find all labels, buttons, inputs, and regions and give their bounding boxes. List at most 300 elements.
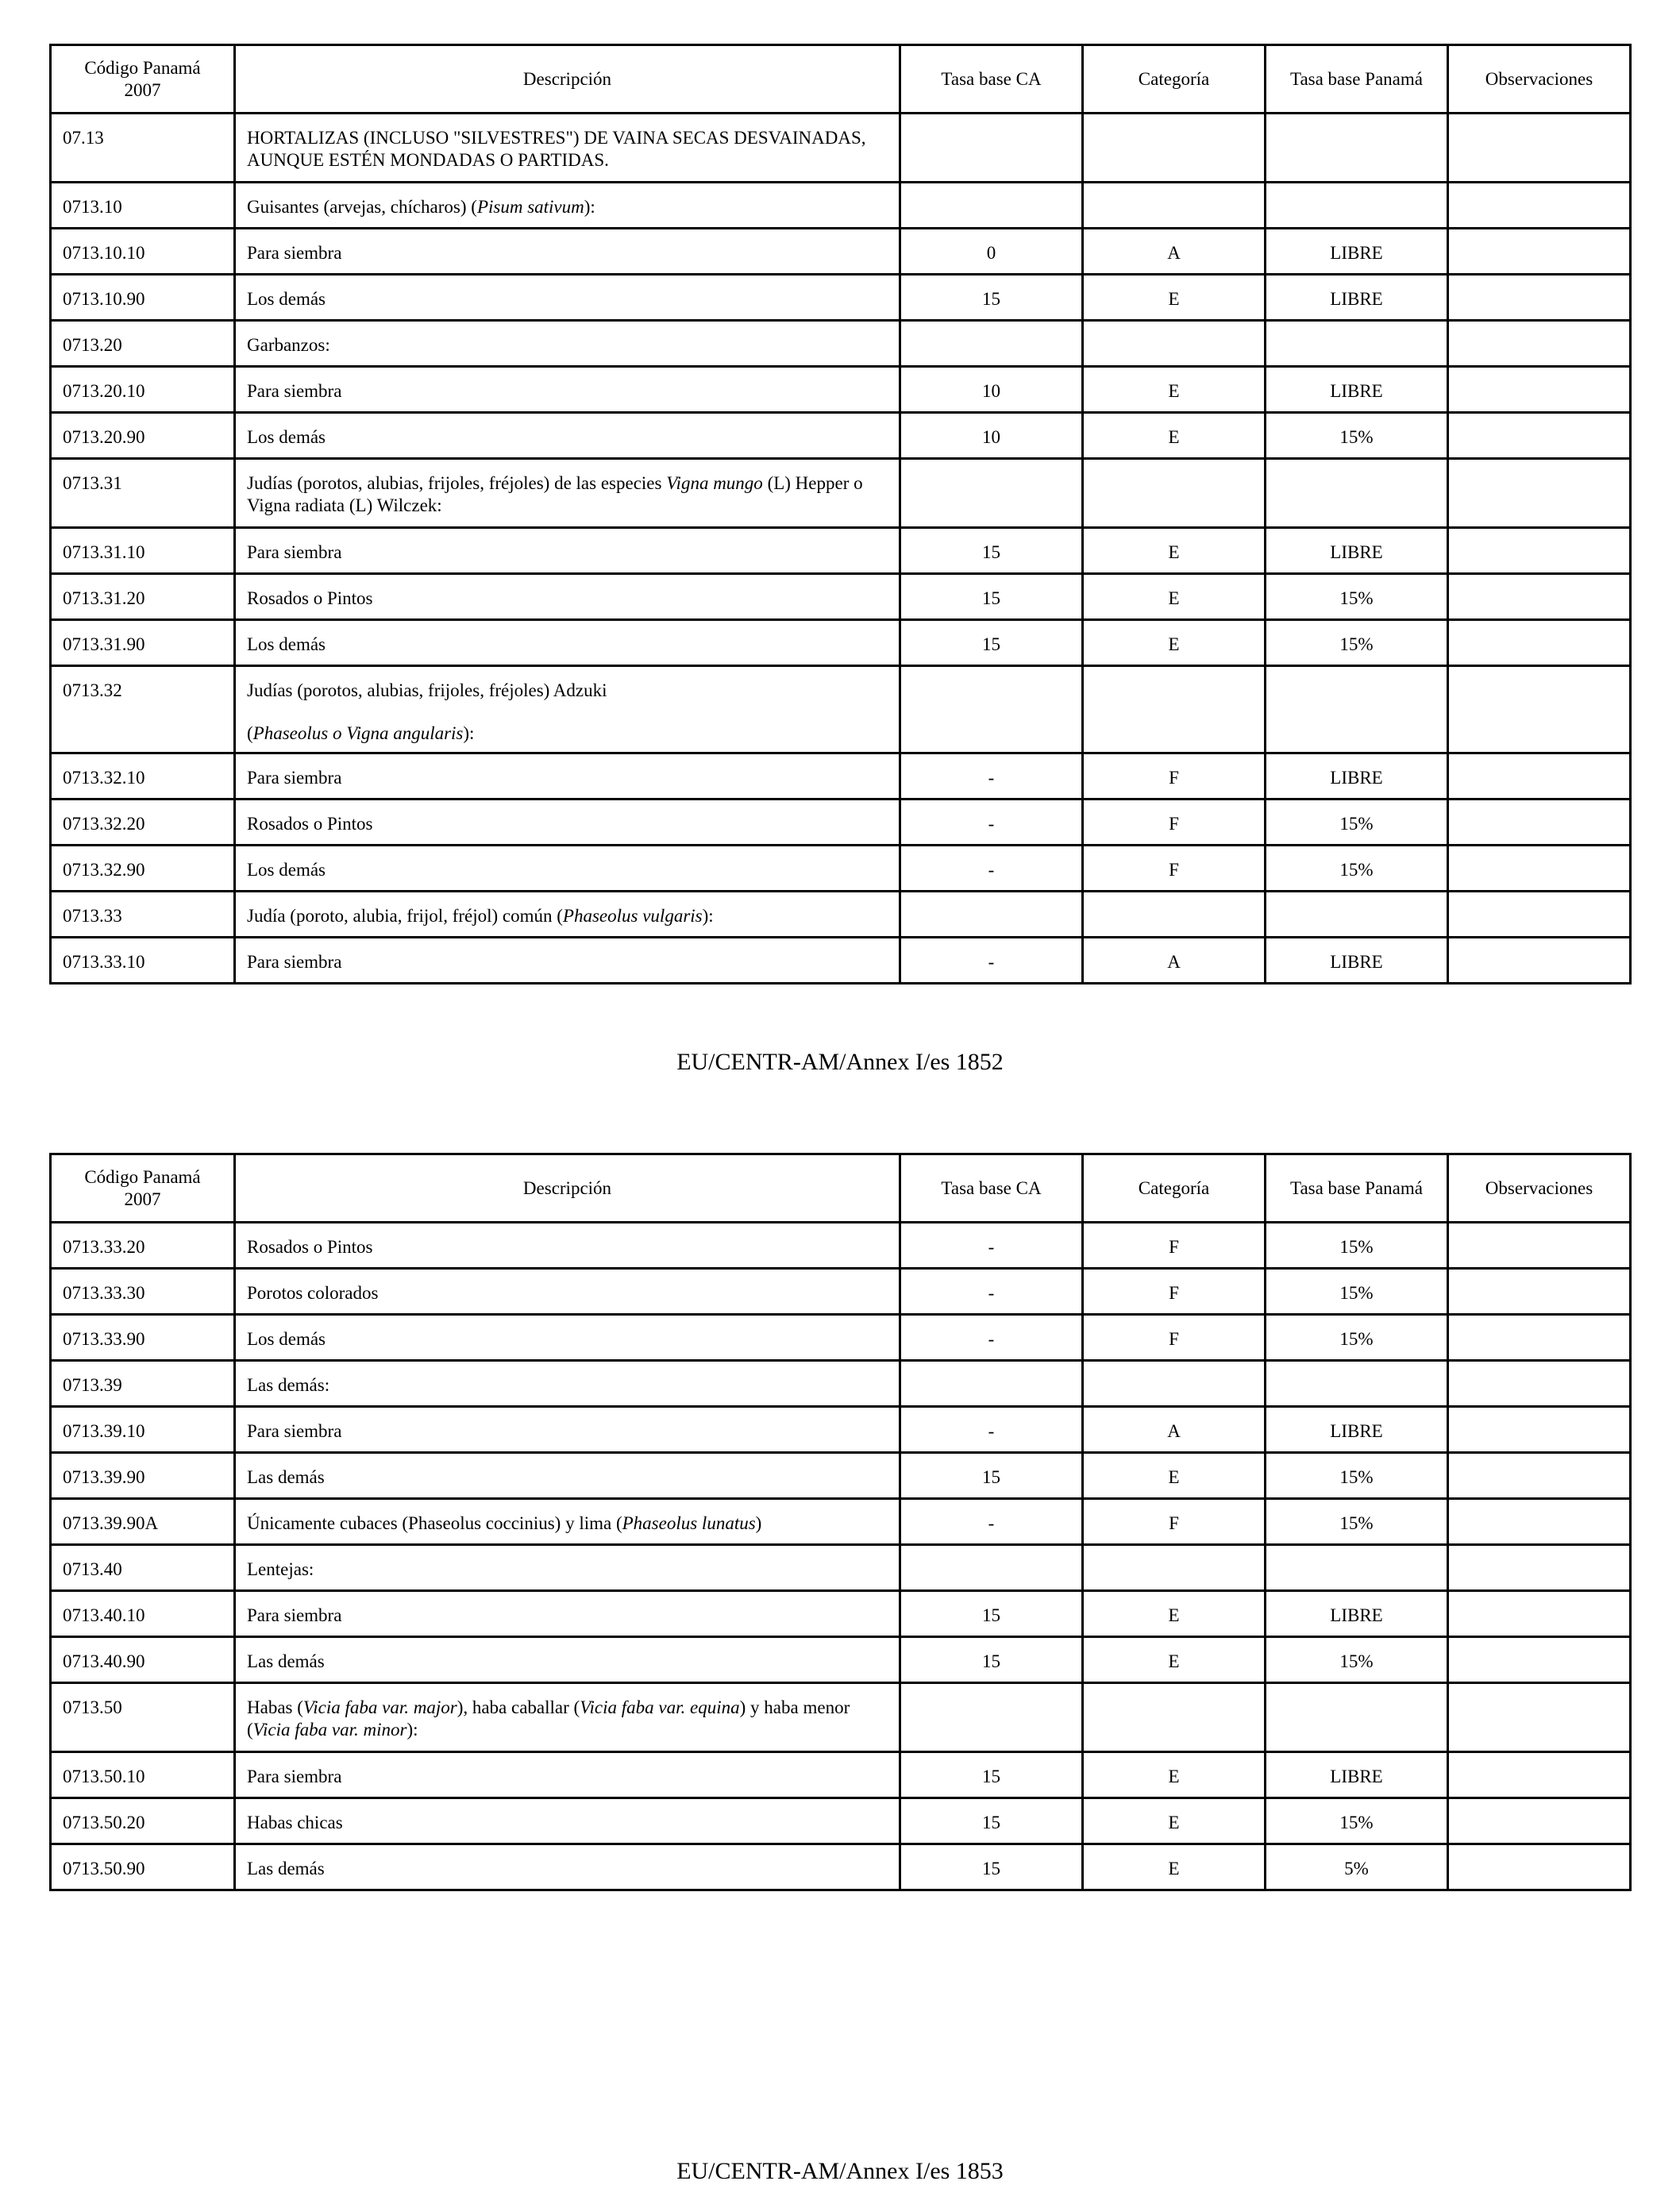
cell-categoria: A (1083, 1407, 1266, 1453)
cell-observaciones (1448, 183, 1631, 229)
description-text: Judías (porotos, alubias, frijoles, fréjoles) Adzuki (247, 680, 607, 700)
cell-tasa-base-ca: 15 (900, 1844, 1083, 1890)
cell-observaciones (1448, 846, 1631, 892)
cell-observaciones (1448, 620, 1631, 666)
cell-tasa-base-ca: 15 (900, 1453, 1083, 1499)
description-text: HORTALIZAS (INCLUSO "SILVESTRES") DE VAINA SECAS DESVAINADAS, AUNQUE ESTÉN MONDADAS O PARTIDAS. (247, 128, 866, 170)
description-paragraph (247, 1236, 888, 1258)
cell-description (235, 114, 900, 183)
cell-observaciones (1448, 459, 1631, 528)
table-row (51, 1844, 1631, 1890)
cell-code: 0713.31.90 (51, 620, 235, 666)
description-text: Judía (poroto, alubia, frijol, fréjol) común ( (247, 906, 563, 926)
cell-code: 0713.32.90 (51, 846, 235, 892)
description-paragraph (247, 242, 888, 264)
cell-code: 0713.50.20 (51, 1798, 235, 1844)
cell-observaciones (1448, 367, 1631, 413)
cell-observaciones (1448, 1453, 1631, 1499)
cell-description (235, 892, 900, 938)
cell-tasa-base-ca: 15 (900, 620, 1083, 666)
cell-code: 07.13 (51, 114, 235, 183)
description-paragraph (247, 1328, 888, 1351)
cell-tasa-base-panama: LIBRE (1266, 938, 1448, 984)
description-text: Rosados o Pintos (247, 588, 373, 608)
description-paragraph (247, 196, 888, 218)
tariff-table-page-1853 (49, 1153, 1632, 1891)
description-paragraph (247, 1374, 888, 1397)
description-paragraph (247, 680, 888, 702)
table-row (51, 1407, 1631, 1453)
cell-tasa-base-ca: - (900, 846, 1083, 892)
cell-categoria (1083, 1683, 1266, 1752)
cell-categoria: E (1083, 1752, 1266, 1798)
description-italic-text: Vicia faba var. minor (252, 1719, 407, 1740)
description-text: (L) Hepper o Vigna radiata (L) Wilczek: (247, 473, 863, 515)
cell-tasa-base-panama: 5% (1266, 1844, 1448, 1890)
header-codigo: Código Panamá 2007 (51, 1154, 235, 1223)
table-row (51, 892, 1631, 938)
cell-tasa-base-panama: 15% (1266, 413, 1448, 459)
table-row (51, 275, 1631, 321)
cell-categoria: E (1083, 367, 1266, 413)
cell-tasa-base-ca: - (900, 800, 1083, 846)
cell-categoria: E (1083, 1637, 1266, 1683)
description-text: Las demás (247, 1651, 325, 1671)
cell-categoria: E (1083, 275, 1266, 321)
cell-categoria: E (1083, 574, 1266, 620)
cell-tasa-base-ca: 15 (900, 1637, 1083, 1683)
table-row (51, 1683, 1631, 1752)
cell-tasa-base-ca: 15 (900, 275, 1083, 321)
cell-tasa-base-ca: - (900, 1315, 1083, 1361)
description-italic-text: Phaseolus lunatus (622, 1513, 756, 1533)
cell-description (235, 1269, 900, 1315)
cell-observaciones (1448, 1407, 1631, 1453)
cell-tasa-base-panama: LIBRE (1266, 1407, 1448, 1453)
table-row (51, 183, 1631, 229)
description-text: Los demás (247, 1329, 326, 1349)
cell-tasa-base-panama: 15% (1266, 1269, 1448, 1315)
cell-tasa-base-ca: - (900, 1407, 1083, 1453)
table-row (51, 1315, 1631, 1361)
table-row (51, 229, 1631, 275)
cell-code: 0713.50.90 (51, 1844, 235, 1890)
description-paragraph (247, 1651, 888, 1673)
cell-categoria: F (1083, 1315, 1266, 1361)
header-categoria: Categoría (1083, 1154, 1266, 1223)
cell-tasa-base-panama: LIBRE (1266, 367, 1448, 413)
description-text: Los demás (247, 634, 326, 654)
table-row (51, 1591, 1631, 1637)
cell-description (235, 938, 900, 984)
cell-categoria: E (1083, 1591, 1266, 1637)
cell-tasa-base-panama (1266, 114, 1448, 183)
header-codigo: Código Panamá 2007 (51, 45, 235, 114)
cell-description (235, 800, 900, 846)
cell-observaciones (1448, 1844, 1631, 1890)
description-text: Las demás: (247, 1375, 330, 1395)
cell-tasa-base-panama (1266, 1361, 1448, 1407)
cell-description (235, 1499, 900, 1545)
description-paragraph (247, 1766, 888, 1788)
cell-observaciones (1448, 753, 1631, 800)
description-paragraph (247, 767, 888, 789)
description-text: ) y haba menor ( (247, 1697, 850, 1740)
description-italic-text: Vigna mungo (666, 473, 763, 493)
description-text: Únicamente cubaces (Phaseolus coccinius) y lima ( (247, 1513, 622, 1533)
cell-description (235, 1315, 900, 1361)
cell-description (235, 666, 900, 753)
table-row (51, 1545, 1631, 1591)
cell-tasa-base-panama: 15% (1266, 574, 1448, 620)
description-text: Rosados o Pintos (247, 814, 373, 834)
cell-code: 0713.39.90 (51, 1453, 235, 1499)
table-row (51, 413, 1631, 459)
table-row (51, 1223, 1631, 1269)
cell-description (235, 229, 900, 275)
cell-description (235, 1798, 900, 1844)
description-paragraph (247, 472, 888, 516)
description-paragraph (247, 1282, 888, 1304)
description-paragraph (247, 1605, 888, 1627)
cell-tasa-base-panama: 15% (1266, 620, 1448, 666)
cell-observaciones (1448, 1798, 1631, 1844)
cell-tasa-base-panama: LIBRE (1266, 753, 1448, 800)
cell-tasa-base-panama: LIBRE (1266, 275, 1448, 321)
description-text: Garbanzos: (247, 335, 330, 355)
tariff-table-page-1852 (49, 44, 1632, 984)
cell-description (235, 1683, 900, 1752)
cell-observaciones (1448, 114, 1631, 183)
cell-description (235, 528, 900, 574)
cell-tasa-base-panama (1266, 1683, 1448, 1752)
description-italic-text: Vicia faba var. equina (580, 1697, 740, 1717)
description-italic-text: Phaseolus vulgaris (562, 906, 703, 926)
description-paragraph (247, 288, 888, 310)
cell-observaciones (1448, 413, 1631, 459)
cell-tasa-base-ca (900, 1545, 1083, 1591)
cell-code: 0713.10.90 (51, 275, 235, 321)
cell-tasa-base-panama: 15% (1266, 800, 1448, 846)
cell-tasa-base-panama: LIBRE (1266, 528, 1448, 574)
cell-tasa-base-ca: 10 (900, 367, 1083, 413)
cell-observaciones (1448, 892, 1631, 938)
cell-categoria (1083, 321, 1266, 367)
header-observaciones: Observaciones (1448, 1154, 1631, 1223)
header-tasa-base-ca: Tasa base CA (900, 1154, 1083, 1223)
table-row (51, 528, 1631, 574)
table-header-row (51, 1154, 1631, 1223)
cell-observaciones (1448, 574, 1631, 620)
cell-categoria: F (1083, 1269, 1266, 1315)
cell-tasa-base-ca: 15 (900, 528, 1083, 574)
header-tasa-base-panama: Tasa base Panamá (1266, 45, 1448, 114)
cell-categoria: F (1083, 1223, 1266, 1269)
cell-categoria (1083, 892, 1266, 938)
cell-code: 0713.31 (51, 459, 235, 528)
description-paragraph (247, 859, 888, 881)
cell-description (235, 183, 900, 229)
cell-categoria (1083, 1545, 1266, 1591)
description-paragraph (247, 1812, 888, 1834)
cell-tasa-base-ca: 15 (900, 1591, 1083, 1637)
cell-observaciones (1448, 1499, 1631, 1545)
description-paragraph (247, 1512, 888, 1535)
cell-observaciones (1448, 275, 1631, 321)
description-paragraph (247, 1858, 888, 1880)
cell-observaciones (1448, 1752, 1631, 1798)
cell-categoria: E (1083, 620, 1266, 666)
cell-description (235, 1844, 900, 1890)
cell-tasa-base-ca (900, 183, 1083, 229)
cell-tasa-base-ca (900, 1361, 1083, 1407)
cell-code: 0713.40.10 (51, 1591, 235, 1637)
table-row (51, 1499, 1631, 1545)
description-italic-text: Vicia faba var. major (302, 1697, 457, 1717)
cell-tasa-base-ca: 10 (900, 413, 1083, 459)
description-paragraph (247, 722, 888, 745)
cell-description (235, 1545, 900, 1591)
description-paragraph (247, 426, 888, 449)
table-row (51, 666, 1631, 753)
description-paragraph (247, 334, 888, 356)
cell-tasa-base-panama: 15% (1266, 846, 1448, 892)
cell-categoria: E (1083, 1844, 1266, 1890)
cell-description (235, 753, 900, 800)
cell-description (235, 1637, 900, 1683)
description-text: Los demás (247, 427, 326, 447)
cell-description (235, 413, 900, 459)
cell-categoria: F (1083, 753, 1266, 800)
cell-description (235, 1591, 900, 1637)
table-row (51, 574, 1631, 620)
cell-description (235, 367, 900, 413)
description-text: ( (247, 722, 253, 743)
cell-code: 0713.39.90A (51, 1499, 235, 1545)
table-row (51, 1269, 1631, 1315)
description-text: Para siembra (247, 542, 342, 562)
cell-categoria: A (1083, 229, 1266, 275)
table-row (51, 620, 1631, 666)
description-paragraph (247, 541, 888, 564)
cell-observaciones (1448, 1637, 1631, 1683)
table-row (51, 800, 1631, 846)
page-footer-1853: EU/CENTR-AM/Annex I/es 1853 (676, 2158, 1004, 2184)
cell-observaciones (1448, 1269, 1631, 1315)
cell-categoria (1083, 114, 1266, 183)
cell-observaciones (1448, 938, 1631, 984)
header-descripcion: Descripción (235, 1154, 900, 1223)
header-categoria: Categoría (1083, 45, 1266, 114)
cell-tasa-base-ca (900, 321, 1083, 367)
cell-tasa-base-ca: - (900, 938, 1083, 984)
cell-code: 0713.50.10 (51, 1752, 235, 1798)
description-text: ): (584, 197, 595, 217)
table-row (51, 367, 1631, 413)
cell-observaciones (1448, 229, 1631, 275)
cell-code: 0713.32.10 (51, 753, 235, 800)
cell-tasa-base-ca: 15 (900, 1752, 1083, 1798)
cell-tasa-base-panama (1266, 666, 1448, 753)
page-footer-1852: EU/CENTR-AM/Annex I/es 1852 (676, 1049, 1004, 1075)
cell-tasa-base-panama (1266, 321, 1448, 367)
description-text: Para siembra (247, 1767, 342, 1786)
cell-code: 0713.20 (51, 321, 235, 367)
cell-code: 0713.32 (51, 666, 235, 753)
description-paragraph (247, 951, 888, 973)
cell-description (235, 1453, 900, 1499)
description-text: Para siembra (247, 1421, 342, 1441)
table-row (51, 1798, 1631, 1844)
description-text: Los demás (247, 860, 326, 880)
cell-tasa-base-ca (900, 666, 1083, 753)
description-paragraph (247, 813, 888, 835)
cell-categoria: F (1083, 846, 1266, 892)
cell-code: 0713.31.20 (51, 574, 235, 620)
table-row (51, 1752, 1631, 1798)
cell-categoria: F (1083, 800, 1266, 846)
cell-tasa-base-panama (1266, 892, 1448, 938)
cell-tasa-base-ca: - (900, 1223, 1083, 1269)
cell-description (235, 459, 900, 528)
cell-tasa-base-panama (1266, 459, 1448, 528)
table-row (51, 321, 1631, 367)
table-row (51, 459, 1631, 528)
cell-description (235, 1223, 900, 1269)
description-text: Habas ( (247, 1697, 303, 1717)
cell-code: 0713.33.90 (51, 1315, 235, 1361)
cell-description (235, 275, 900, 321)
cell-tasa-base-ca: - (900, 753, 1083, 800)
cell-tasa-base-ca (900, 114, 1083, 183)
cell-tasa-base-ca: 0 (900, 229, 1083, 275)
cell-code: 0713.33.10 (51, 938, 235, 984)
cell-description (235, 1407, 900, 1453)
table-row (51, 1637, 1631, 1683)
cell-code: 0713.33.30 (51, 1269, 235, 1315)
description-text: Lentejas: (247, 1559, 314, 1579)
cell-categoria (1083, 1361, 1266, 1407)
table-row (51, 846, 1631, 892)
description-text: Rosados o Pintos (247, 1237, 373, 1257)
cell-code: 0713.39 (51, 1361, 235, 1407)
cell-tasa-base-panama: 15% (1266, 1315, 1448, 1361)
description-text: Para siembra (247, 243, 342, 263)
cell-categoria (1083, 183, 1266, 229)
description-paragraph (247, 634, 888, 656)
cell-tasa-base-ca (900, 459, 1083, 528)
description-text: Para siembra (247, 768, 342, 788)
description-text: ): (702, 906, 714, 926)
cell-description (235, 574, 900, 620)
description-paragraph (247, 1420, 888, 1443)
cell-code: 0713.50 (51, 1683, 235, 1752)
description-paragraph (247, 380, 888, 403)
cell-categoria (1083, 666, 1266, 753)
description-text: Las demás (247, 1467, 325, 1487)
cell-tasa-base-ca: - (900, 1269, 1083, 1315)
cell-tasa-base-panama: LIBRE (1266, 1591, 1448, 1637)
description-text: Las demás (247, 1859, 325, 1878)
cell-tasa-base-panama: LIBRE (1266, 1752, 1448, 1798)
header-observaciones: Observaciones (1448, 45, 1631, 114)
cell-categoria (1083, 459, 1266, 528)
description-text: Para siembra (247, 1605, 342, 1625)
table-row (51, 1361, 1631, 1407)
cell-code: 0713.10.10 (51, 229, 235, 275)
cell-observaciones (1448, 1315, 1631, 1361)
cell-description (235, 1361, 900, 1407)
table-row (51, 1453, 1631, 1499)
header-descripcion: Descripción (235, 45, 900, 114)
cell-observaciones (1448, 528, 1631, 574)
table-row (51, 114, 1631, 183)
cell-tasa-base-ca (900, 892, 1083, 938)
description-text: Los demás (247, 289, 326, 309)
cell-description (235, 1752, 900, 1798)
cell-tasa-base-ca: 15 (900, 1798, 1083, 1844)
cell-observaciones (1448, 321, 1631, 367)
description-text: Guisantes (arvejas, chícharos) ( (247, 197, 477, 217)
cell-code: 0713.10 (51, 183, 235, 229)
cell-observaciones (1448, 1545, 1631, 1591)
description-italic-text: Phaseolus o Vigna angularis (252, 722, 464, 743)
cell-code: 0713.39.10 (51, 1407, 235, 1453)
description-text: Para siembra (247, 381, 342, 401)
description-text: Judías (porotos, alubias, frijoles, fréjoles) de las especies (247, 473, 667, 493)
cell-categoria: E (1083, 1453, 1266, 1499)
description-paragraph (247, 1466, 888, 1489)
description-paragraph (247, 588, 888, 610)
cell-code: 0713.33.20 (51, 1223, 235, 1269)
cell-code: 0713.40.90 (51, 1637, 235, 1683)
cell-observaciones (1448, 666, 1631, 753)
description-text: ): (463, 722, 475, 743)
table-row (51, 753, 1631, 800)
cell-code: 0713.40 (51, 1545, 235, 1591)
cell-categoria: F (1083, 1499, 1266, 1545)
cell-observaciones (1448, 1683, 1631, 1752)
cell-code: 0713.20.10 (51, 367, 235, 413)
table-row (51, 938, 1631, 984)
cell-categoria: E (1083, 413, 1266, 459)
cell-code: 0713.31.10 (51, 528, 235, 574)
cell-description (235, 846, 900, 892)
cell-observaciones (1448, 800, 1631, 846)
description-paragraph (247, 1697, 888, 1740)
description-text: Para siembra (247, 952, 342, 972)
description-text: Porotos colorados (247, 1283, 379, 1303)
description-paragraph (247, 905, 888, 927)
cell-tasa-base-panama: 15% (1266, 1637, 1448, 1683)
cell-observaciones (1448, 1361, 1631, 1407)
description-italic-text: Pisum sativum (476, 197, 584, 217)
cell-tasa-base-panama: LIBRE (1266, 229, 1448, 275)
header-tasa-base-panama: Tasa base Panamá (1266, 1154, 1448, 1223)
cell-tasa-base-panama: 15% (1266, 1453, 1448, 1499)
cell-tasa-base-ca (900, 1683, 1083, 1752)
cell-tasa-base-panama (1266, 1545, 1448, 1591)
cell-tasa-base-panama: 15% (1266, 1223, 1448, 1269)
cell-code: 0713.33 (51, 892, 235, 938)
table-header-row (51, 45, 1631, 114)
description-text: ) (755, 1513, 762, 1533)
cell-categoria: A (1083, 938, 1266, 984)
description-text: ): (407, 1719, 418, 1740)
description-text: ), haba caballar ( (457, 1697, 580, 1717)
cell-description (235, 321, 900, 367)
cell-observaciones (1448, 1223, 1631, 1269)
